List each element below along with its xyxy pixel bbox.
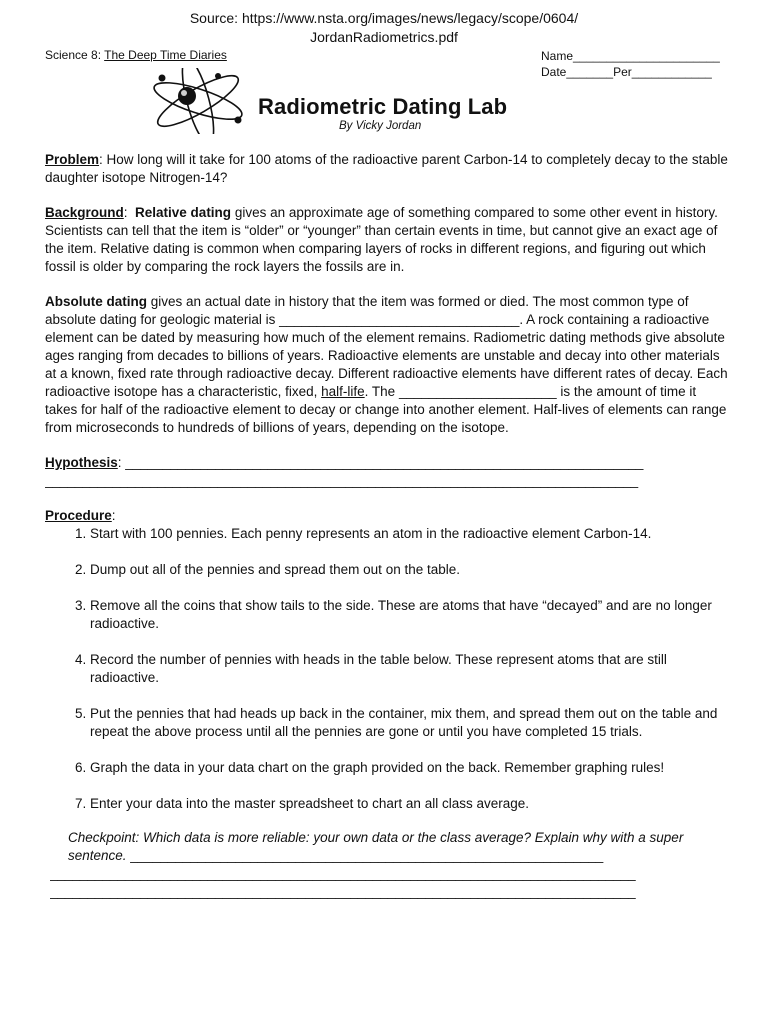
date-period-field[interactable]: Date_______Per____________ <box>541 65 712 79</box>
procedure-step: 6. Graph the data in your data chart on the graph provided on the back. Remember graphing rules! <box>90 759 730 777</box>
procedure-section <box>45 507 730 901</box>
atom-icon <box>148 68 248 134</box>
relative-dating-term: Relative dating <box>135 205 232 220</box>
procedure-step: 4. Record the number of pennies with heads in the table below. These represent atoms that are still radioactive. <box>90 651 730 687</box>
procedure-label: Procedure <box>45 508 112 523</box>
checkpoint-text: Checkpoint: Which data is more reliable: your own data or the class average? Explain why with a super sentence. <box>68 830 684 863</box>
hypothesis-section <box>45 454 730 490</box>
procedure-step: 1. Start with 100 pennies. Each penny represents an atom in the radioactive element Carbon-14. <box>90 525 730 543</box>
hypothesis-line-2[interactable]: _______________________________________________________________________________ <box>45 473 639 488</box>
byline: By Vicky Jordan <box>339 120 422 132</box>
problem-paragraph <box>45 151 730 187</box>
source-citation <box>0 9 768 47</box>
page-title: Radiometric Dating Lab <box>258 94 508 119</box>
problem-text: : How long will it take for 100 atoms of the radioactive parent Carbon-14 to completely decay to the stable daughter isotope Nitrogen-14? <box>45 152 728 185</box>
hypothesis-label: Hypothesis <box>45 455 118 470</box>
student-fields <box>541 48 720 80</box>
checkpoint-line-3[interactable]: ______________________________________________________________________________ <box>50 884 636 899</box>
procedure-colon: : <box>111 508 116 523</box>
half-life-term: half-life <box>321 384 365 399</box>
absolute-text-2: . The _____________________ is the amount of time it takes for half of the radioactive element to decay or change into another element. Half-lives of elements can range from microseconds to hundreds of billions of years, depending on the isotope. <box>45 384 727 435</box>
procedure-step: 5. Put the pennies that had heads up back in the container, mix them, and spread them out on the table and repeat the above process until all the pennies are gone or until you have completed 15 trials. <box>90 705 730 741</box>
background-text: gives an approximate age of something compared to some other event in history. Scientists can tell that the item is “older” or “younger” than certain events in time, but cannot give an exact age of the item. Relative dating is common when comparing layers of rocks in different regions, and figuring out which fossil is older by comparing the rock layers the fossils are in. <box>45 205 718 274</box>
checkpoint-blank[interactable]: _______________________________________________________________ <box>126 848 604 863</box>
problem-label: Problem <box>45 152 100 167</box>
checkpoint-line-2[interactable]: ______________________________________________________________________________ <box>50 866 636 881</box>
course-prefix: Science 8: <box>45 48 105 62</box>
absolute-text-1: gives an actual date in history that the item was formed or died. The most common type of absolute dating for geologic material is ________________________________. A rock containing a radioactive element can be dated by measuring how much of the element remains. Radiometric dating methods give absolute ages ranging from decades to billions of years. Radioactive elements are unstable and decay into other materials at a known, fixed rate through radioactive decay. Different radioactive elements have different rates of decay. Each radioactive isotope has a characteristic, fixed, <box>45 294 728 399</box>
absolute-dating-term: Absolute dating <box>45 294 147 309</box>
procedure-step: 3. Remove all the coins that show tails to the side. These are atoms that have “decayed” and are no longer radioactive. <box>90 597 730 633</box>
document-body <box>45 151 730 901</box>
procedure-step: 7. Enter your data into the master spreadsheet to chart an all class average. <box>90 795 730 813</box>
background-label: Background <box>45 205 124 220</box>
name-field[interactable]: Name______________________ <box>541 49 720 63</box>
background-paragraph <box>45 204 730 276</box>
absolute-dating-paragraph <box>45 293 730 437</box>
procedure-heading <box>45 507 730 525</box>
checkpoint <box>45 829 730 865</box>
procedure-steps <box>45 525 730 813</box>
procedure-step: 2. Dump out all of the pennies and spread them out on the table. <box>90 561 730 579</box>
background-sep: : <box>123 205 136 220</box>
hypothesis-blank-1: : _____________________________________________________________________ <box>117 455 644 470</box>
course-unit: The Deep Time Diaries <box>104 48 227 62</box>
course-label <box>45 48 227 62</box>
source-line-2: JordanRadiometrics.pdf <box>310 29 458 45</box>
hypothesis-line-1[interactable] <box>45 454 730 472</box>
source-line-1: Source: https://www.nsta.org/images/news/legacy/scope/0604/ <box>189 10 579 26</box>
